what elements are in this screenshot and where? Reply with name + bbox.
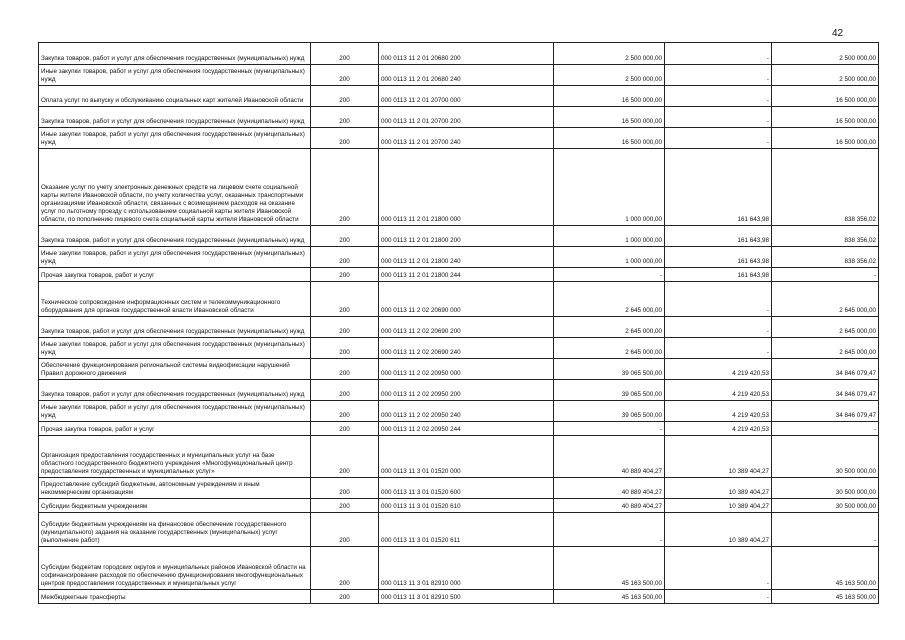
row-code-cell: 200 — [311, 547, 379, 590]
row-code-cell: 200 — [311, 149, 379, 226]
table-row — [39, 436, 879, 478]
row-planned-cell: 39 065 500,00 — [554, 401, 665, 422]
row-name-cell: Субсидии бюджетным учреждениям на финансовое обеспечение государственного (муниципального) задания на оказание государственных (муниципальных) услуг (выполнение работ) — [39, 513, 311, 547]
row-name-cell: Иные закупки товаров, работ и услуг для обеспечения государственных (муниципальных) нужд — [39, 65, 311, 86]
row-remaining-cell: 2 645 000,00 — [772, 282, 879, 317]
table-row — [39, 43, 879, 65]
row-remaining-cell: 30 500 000,00 — [772, 499, 879, 513]
row-classification-cell: 000 0113 11 2 01 21800 200 — [379, 226, 554, 247]
table-row — [39, 268, 879, 282]
row-executed-cell: 161 643,98 — [665, 247, 772, 268]
row-classification-cell: 000 0113 11 3 01 01520 000 — [379, 436, 554, 478]
row-classification-cell: 000 0113 11 2 02 20690 000 — [379, 282, 554, 317]
row-code-cell: 200 — [311, 226, 379, 247]
row-executed-cell: - — [665, 547, 772, 590]
table-row — [39, 380, 879, 401]
row-remaining-cell: 2 500 000,00 — [772, 43, 879, 65]
row-name-cell: Предоставление субсидий бюджетным, автономным учреждениям и иным некоммерческим организациям — [39, 478, 311, 499]
table-row — [39, 401, 879, 422]
row-planned-cell: - — [554, 422, 665, 436]
row-planned-cell: 39 065 500,00 — [554, 380, 665, 401]
row-remaining-cell: - — [772, 422, 879, 436]
table-row — [39, 247, 879, 268]
table-row — [39, 86, 879, 107]
row-name-cell: Субсидии бюджетным учреждениям — [39, 499, 311, 513]
table-row — [39, 226, 879, 247]
row-code-cell: 200 — [311, 380, 379, 401]
row-code-cell: 200 — [311, 359, 379, 380]
row-executed-cell: - — [665, 43, 772, 65]
row-classification-cell: 000 0113 11 2 02 20950 200 — [379, 380, 554, 401]
row-name-cell: Организация предоставления государственных и муниципальных услуг на базе областного государственного бюджетного учреждения «Многофункциональный центр предоставления государственных и муниципальных услуг» — [39, 436, 311, 478]
row-name-cell: Иные закупки товаров, работ и услуг для обеспечения государственных (муниципальных) нужд — [39, 338, 311, 359]
row-executed-cell: 4 219 420,53 — [665, 401, 772, 422]
row-executed-cell: 4 219 420,53 — [665, 380, 772, 401]
row-planned-cell: 45 163 500,00 — [554, 547, 665, 590]
row-code-cell: 200 — [311, 43, 379, 65]
row-code-cell: 200 — [311, 247, 379, 268]
row-executed-cell: - — [665, 65, 772, 86]
row-remaining-cell: 45 163 500,00 — [772, 590, 879, 604]
table-row — [39, 128, 879, 149]
row-planned-cell: 2 500 000,00 — [554, 43, 665, 65]
row-classification-cell: 000 0113 11 2 01 21800 000 — [379, 149, 554, 226]
table-row — [39, 499, 879, 513]
row-classification-cell: 000 0113 11 3 01 82910 500 — [379, 590, 554, 604]
row-executed-cell: 4 219 420,53 — [665, 422, 772, 436]
row-classification-cell: 000 0113 11 2 01 20700 000 — [379, 86, 554, 107]
row-executed-cell: - — [665, 86, 772, 107]
row-classification-cell: 000 0113 11 2 02 20690 200 — [379, 317, 554, 338]
table-row — [39, 359, 879, 380]
row-name-cell: Оказание услуг по учету электронных денежных средств на лицевом счете социальной карты жителя Ивановской области, по учету количества услуг, оказанных транспортными организациями Ивановской области, связанных с возмещением расходов на оказание услуг по льготному проезду с использованием социальной карты жителя Ивановской области, по пополнению лицевого счета социальной карты жителя Ивановской области — [39, 149, 311, 226]
row-name-cell: Субсидии бюджетам городских округов и муниципальных районов Ивановской области на софинансирование расходов по обеспечению функционирования многофункциональных центров предоставления государственных и муниципальных услуг — [39, 547, 311, 590]
row-planned-cell: 39 065 500,00 — [554, 359, 665, 380]
table-row — [39, 513, 879, 547]
row-code-cell: 200 — [311, 65, 379, 86]
row-executed-cell: 10 389 404,27 — [665, 499, 772, 513]
row-name-cell: Закупка товаров, работ и услуг для обеспечения государственных (муниципальных) нужд — [39, 380, 311, 401]
row-name-cell: Техническое сопровождение информационных систем и телекоммуникационного оборудования для органов государственной власти Ивановской области — [39, 282, 311, 317]
row-executed-cell: 161 643,98 — [665, 268, 772, 282]
row-name-cell: Закупка товаров, работ и услуг для обеспечения государственных (муниципальных) нужд — [39, 43, 311, 65]
row-remaining-cell: 838 356,02 — [772, 247, 879, 268]
row-executed-cell: 4 219 420,53 — [665, 359, 772, 380]
row-name-cell: Прочая закупка товаров, работ и услуг — [39, 268, 311, 282]
row-remaining-cell: 30 500 000,00 — [772, 478, 879, 499]
row-planned-cell: 2 500 000,00 — [554, 65, 665, 86]
row-name-cell: Оплата услуг по выпуску и обслуживанию социальных карт жителей Ивановской области — [39, 86, 311, 107]
row-executed-cell: - — [665, 128, 772, 149]
row-planned-cell: 40 889 404,27 — [554, 499, 665, 513]
row-name-cell: Иные закупки товаров, работ и услуг для обеспечения государственных (муниципальных) нужд — [39, 401, 311, 422]
row-remaining-cell: 16 500 000,00 — [772, 86, 879, 107]
row-classification-cell: 000 0113 11 3 01 01520 600 — [379, 478, 554, 499]
row-name-cell: Прочая закупка товаров, работ и услуг — [39, 422, 311, 436]
table-row — [39, 317, 879, 338]
row-classification-cell: 000 0113 11 3 01 82910 000 — [379, 547, 554, 590]
row-executed-cell: 161 643,98 — [665, 226, 772, 247]
row-code-cell: 200 — [311, 401, 379, 422]
table-row — [39, 65, 879, 86]
row-remaining-cell: - — [772, 513, 879, 547]
row-code-cell: 200 — [311, 590, 379, 604]
row-planned-cell: 1 000 000,00 — [554, 149, 665, 226]
row-name-cell: Закупка товаров, работ и услуг для обеспечения государственных (муниципальных) нужд — [39, 226, 311, 247]
row-planned-cell: 16 500 000,00 — [554, 128, 665, 149]
table-row — [39, 478, 879, 499]
row-classification-cell: 000 0113 11 2 01 20680 240 — [379, 65, 554, 86]
row-code-cell: 200 — [311, 478, 379, 499]
row-name-cell: Межбюджетные трансферты — [39, 590, 311, 604]
row-remaining-cell: 34 846 079,47 — [772, 401, 879, 422]
row-classification-cell: 000 0113 11 3 01 01520 610 — [379, 499, 554, 513]
row-code-cell: 200 — [311, 128, 379, 149]
row-code-cell: 200 — [311, 268, 379, 282]
table-body — [39, 43, 879, 604]
row-remaining-cell: 34 846 079,47 — [772, 380, 879, 401]
row-planned-cell: 16 500 000,00 — [554, 107, 665, 128]
page-number: 42 — [832, 28, 844, 39]
table-row — [39, 107, 879, 128]
row-executed-cell: - — [665, 107, 772, 128]
table-row — [39, 590, 879, 604]
row-remaining-cell: 2 645 000,00 — [772, 338, 879, 359]
row-remaining-cell: 34 846 079,47 — [772, 359, 879, 380]
row-code-cell: 200 — [311, 499, 379, 513]
table-row — [39, 338, 879, 359]
row-code-cell: 200 — [311, 422, 379, 436]
row-planned-cell: - — [554, 268, 665, 282]
row-remaining-cell: 30 500 000,00 — [772, 436, 879, 478]
row-classification-cell: 000 0113 11 2 02 20950 240 — [379, 401, 554, 422]
row-remaining-cell: 838 356,02 — [772, 149, 879, 226]
row-code-cell: 200 — [311, 436, 379, 478]
table-row — [39, 149, 879, 226]
row-classification-cell: 000 0113 11 2 02 20690 240 — [379, 338, 554, 359]
row-planned-cell: 2 645 000,00 — [554, 317, 665, 338]
row-remaining-cell: 16 500 000,00 — [772, 128, 879, 149]
row-classification-cell: 000 0113 11 2 01 20700 240 — [379, 128, 554, 149]
row-executed-cell: - — [665, 590, 772, 604]
row-code-cell: 200 — [311, 282, 379, 317]
row-planned-cell: 45 163 500,00 — [554, 590, 665, 604]
row-classification-cell: 000 0113 11 2 02 20950 000 — [379, 359, 554, 380]
row-name-cell: Закупка товаров, работ и услуг для обеспечения государственных (муниципальных) нужд — [39, 107, 311, 128]
row-executed-cell: 10 389 404,27 — [665, 436, 772, 478]
table-row — [39, 422, 879, 436]
table-row — [39, 282, 879, 317]
row-name-cell: Иные закупки товаров, работ и услуг для обеспечения государственных (муниципальных) нужд — [39, 247, 311, 268]
row-classification-cell: 000 0113 11 2 01 20680 200 — [379, 43, 554, 65]
row-planned-cell: 16 500 000,00 — [554, 86, 665, 107]
row-code-cell: 200 — [311, 338, 379, 359]
row-planned-cell: 1 000 000,00 — [554, 247, 665, 268]
table-row — [39, 547, 879, 590]
row-remaining-cell: 2 500 000,00 — [772, 65, 879, 86]
row-planned-cell: 40 889 404,27 — [554, 436, 665, 478]
row-classification-cell: 000 0113 11 2 01 21800 244 — [379, 268, 554, 282]
row-classification-cell: 000 0113 11 3 01 01520 611 — [379, 513, 554, 547]
row-planned-cell: 2 645 000,00 — [554, 338, 665, 359]
row-executed-cell: - — [665, 317, 772, 338]
row-planned-cell: 2 645 000,00 — [554, 282, 665, 317]
row-classification-cell: 000 0113 11 2 01 20700 200 — [379, 107, 554, 128]
row-planned-cell: 1 000 000,00 — [554, 226, 665, 247]
budget-execution-table — [38, 42, 879, 604]
row-classification-cell: 000 0113 11 2 02 20950 244 — [379, 422, 554, 436]
row-name-cell: Иные закупки товаров, работ и услуг для обеспечения государственных (муниципальных) нужд — [39, 128, 311, 149]
row-code-cell: 200 — [311, 107, 379, 128]
row-executed-cell: - — [665, 282, 772, 317]
row-planned-cell: - — [554, 513, 665, 547]
row-remaining-cell: 45 163 500,00 — [772, 547, 879, 590]
row-remaining-cell: 2 645 000,00 — [772, 317, 879, 338]
row-executed-cell: 161 643,98 — [665, 149, 772, 226]
row-name-cell: Закупка товаров, работ и услуг для обеспечения государственных (муниципальных) нужд — [39, 317, 311, 338]
row-planned-cell: 40 889 404,27 — [554, 478, 665, 499]
row-executed-cell: - — [665, 338, 772, 359]
row-classification-cell: 000 0113 11 2 01 21800 240 — [379, 247, 554, 268]
row-code-cell: 200 — [311, 513, 379, 547]
row-name-cell: Обеспечение функционирования региональной системы видеофиксации нарушений Правил дорожного движения — [39, 359, 311, 380]
row-code-cell: 200 — [311, 86, 379, 107]
row-executed-cell: 10 389 404,27 — [665, 478, 772, 499]
row-remaining-cell: 838 356,02 — [772, 226, 879, 247]
row-remaining-cell: 16 500 000,00 — [772, 107, 879, 128]
row-remaining-cell: - — [772, 268, 879, 282]
row-executed-cell: 10 389 404,27 — [665, 513, 772, 547]
row-code-cell: 200 — [311, 317, 379, 338]
